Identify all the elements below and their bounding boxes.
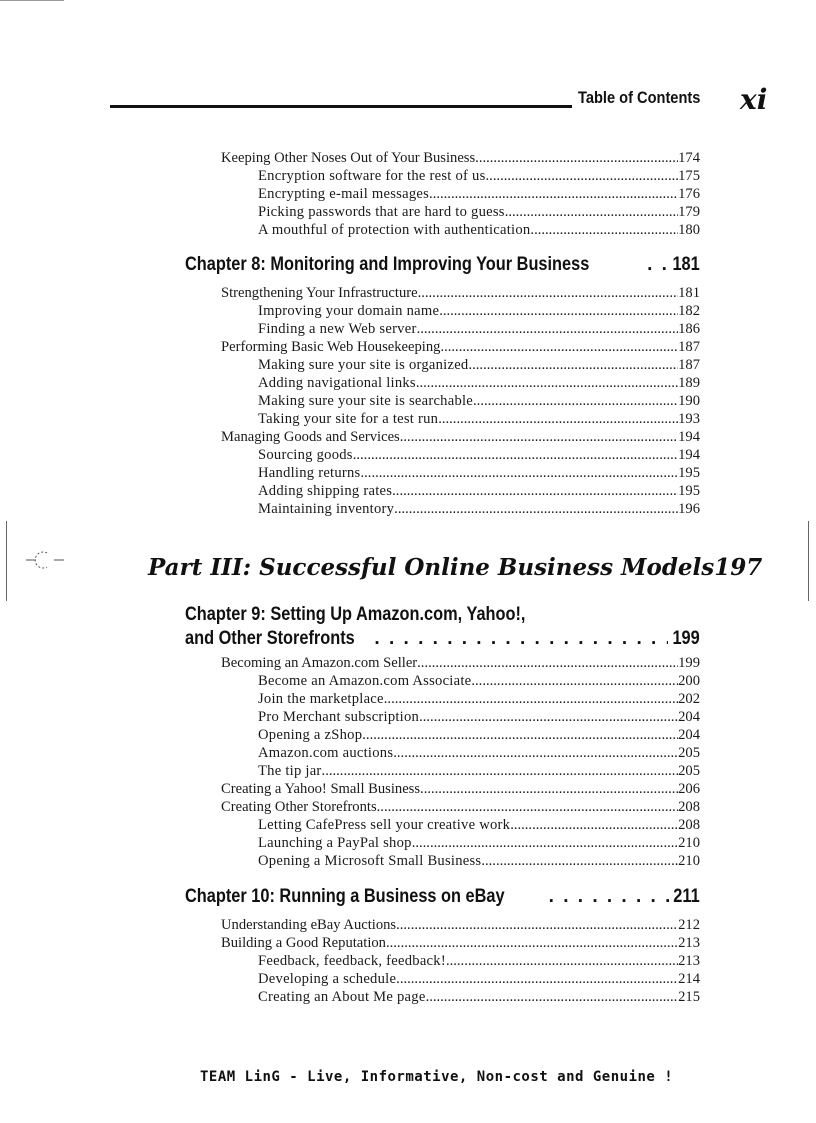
toc-entry[interactable]: Taking your site for a test run ..... 193 (258, 410, 700, 428)
toc-entry[interactable]: Maintaining inventory ..... 196 (258, 500, 700, 518)
toc-entry[interactable]: Strengthening Your Infrastructure ..... 181 (221, 284, 700, 302)
toc-entry[interactable]: Understanding eBay Auctions ..... 212 (221, 916, 700, 934)
toc-entry[interactable]: Become an Amazon.com Associate ..... 200 (258, 672, 700, 690)
toc-entry[interactable]: Creating a Yahoo! Small Business ..... 206 (221, 780, 700, 798)
toc-entry[interactable]: Letting CafePress sell your creative work ..... 208 (258, 816, 700, 834)
toc-entry[interactable]: Join the marketplace ..... 202 (258, 690, 700, 708)
toc-entry[interactable]: Performing Basic Web Housekeeping ..... 187 (221, 338, 700, 356)
toc-entry[interactable]: Opening a zShop ..... 204 (258, 726, 700, 744)
toc-entry[interactable]: Becoming an Amazon.com Seller ..... 199 (221, 654, 700, 672)
footer-watermark-text: TEAM LinG - Live, Informative, Non-cost and Genuine ! (200, 1069, 674, 1085)
top-edge-rule (0, 0, 64, 1)
toc-entry[interactable]: Picking passwords that are hard to guess ..... 179 (258, 203, 700, 221)
toc-entry[interactable]: The tip jar ..... 205 (258, 762, 700, 780)
toc-entry[interactable]: Adding shipping rates ..... 195 (258, 482, 700, 500)
toc-entry[interactable]: Improving your domain name ..... 182 (258, 302, 700, 320)
part-3-heading[interactable]: Part III: Successful Online Business Models 197 (148, 554, 763, 581)
toc-entry[interactable]: Developing a schedule ..... 214 (258, 970, 700, 988)
toc-entry[interactable]: Making sure your site is organized ..... 187 (258, 356, 700, 374)
registration-mark-icon (26, 548, 64, 570)
toc-entry[interactable]: Feedback, feedback, feedback! ..... 213 (258, 952, 700, 970)
toc-entry[interactable]: Creating Other Storefronts ..... 208 (221, 798, 700, 816)
toc-entry[interactable]: Creating an About Me page ..... 215 (258, 988, 700, 1006)
toc-entry[interactable]: Keeping Other Noses Out of Your Business ..... 174 (221, 149, 700, 167)
crop-mark-right (808, 521, 809, 601)
toc-entry[interactable]: Making sure your site is searchable ..... 190 (258, 392, 700, 410)
toc-entry[interactable]: Finding a new Web server ..... 186 (258, 320, 700, 338)
toc-entry[interactable]: Encryption software for the rest of us ..... 175 (258, 167, 700, 185)
toc-entry[interactable]: A mouthful of protection with authentication ..... 180 (258, 221, 700, 239)
chapter-9-heading[interactable]: Chapter 9: Setting Up Amazon.com, Yahoo!, and Other Storefronts . . . 199 (185, 603, 700, 651)
chapter-8-heading[interactable]: Chapter 8: Monitoring and Improving Your Business . . . 181 (185, 253, 700, 277)
page-number: xi (740, 83, 768, 116)
toc-entry[interactable]: Building a Good Reputation ..... 213 (221, 934, 700, 952)
toc-entry[interactable]: Opening a Microsoft Small Business ..... 210 (258, 852, 700, 870)
toc-entry[interactable]: Adding navigational links ..... 189 (258, 374, 700, 392)
toc-entry[interactable]: Amazon.com auctions ..... 205 (258, 744, 700, 762)
running-header-title: Table of Contents (578, 88, 701, 107)
crop-mark-left (6, 521, 7, 601)
toc-entry[interactable]: Launching a PayPal shop ..... 210 (258, 834, 700, 852)
toc-entry[interactable]: Handling returns ..... 195 (258, 464, 700, 482)
header-rule (110, 105, 572, 108)
toc-entry[interactable]: Sourcing goods ..... 194 (258, 446, 700, 464)
toc-entry[interactable]: Managing Goods and Services ..... 194 (221, 428, 700, 446)
chapter-10-heading[interactable]: Chapter 10: Running a Business on eBay . . . 211 (185, 885, 700, 909)
toc-entry[interactable]: Pro Merchant subscription ..... 204 (258, 708, 700, 726)
toc-entry[interactable]: Encrypting e-mail messages ..... 176 (258, 185, 700, 203)
